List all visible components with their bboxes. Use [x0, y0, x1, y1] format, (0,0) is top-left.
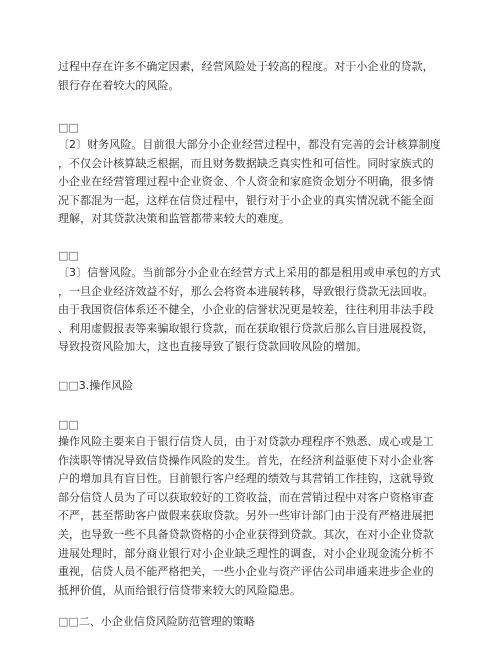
section-heading-strategy	[58, 614, 255, 630]
text-line: 小企业在经营管理过程中企业资金、个人资金和家庭资金划分不明确，很多情	[58, 175, 434, 189]
text-line: 关，也导致一些不具备贷款资格的小企业获得到贷款。其次，在对小企业贷款	[58, 527, 434, 541]
section-heading-operational-risk	[58, 378, 133, 394]
placeholder-glyphs: □□	[58, 418, 79, 431]
text-line: 、利用虚假报表等来骗取银行贷款，而在获取银行贷款后那么盲目进展投资，	[58, 321, 434, 335]
text-line: 银行存在着较大的风险。	[58, 78, 180, 92]
text-line: 重视，信贷人员不能严格把关，一些小企业与资产评估公司串通来进步企业的	[58, 565, 434, 579]
text-line: 况下都混为一起，这样在信贷过程中，银行对于小企业的真实情况就不能全面	[58, 193, 434, 207]
placeholder-glyphs: □□	[58, 249, 79, 262]
heading-text: 二、小企业信贷风险防范管理的策略	[78, 615, 255, 628]
placeholder-glyphs: □□	[58, 379, 79, 392]
heading-text: 3.操作风险	[78, 379, 134, 392]
paragraph-intro	[58, 58, 444, 95]
text-line: 不严，甚至帮助客户做假来获取贷款。另外一些审计部门由于没有严格进展把	[58, 509, 434, 523]
text-line: 部分信贷人员为了可以获取较好的工资收益，而在营销过程中对客户资格审查	[58, 490, 434, 504]
text-line: 进展处理时，部分商业银行对小企业缺乏理性的调查，对小企业现金流分析不	[58, 546, 434, 560]
text-line: ，一旦企业经济效益不好，那么会将资本进展转移，导致银行贷款无法回收。	[58, 284, 434, 298]
placeholder-glyphs: □□	[58, 615, 79, 628]
text-line: 抵押价值，从而给银行信贷带来较大的风险隐患。	[58, 583, 302, 597]
paragraph-credit-risk	[58, 264, 444, 357]
text-line: 过程中存在许多不确定因素，经营风险处于较高的程度。对于小企业的贷款，	[58, 60, 434, 73]
text-line: 作渎职等情况导致信贷操作风险的发生。首先，在经济利益驱使下对小企业客	[58, 453, 434, 467]
placeholder-glyphs: □□	[58, 121, 79, 134]
text-line: 〔3〕信誉风险。当前部分小企业在经营方式上采用的都是租用或申承包的方式	[58, 266, 441, 279]
text-line: 导致投资风险加大，这也直接导致了银行贷款回收风险的增加。	[58, 340, 368, 354]
text-line: 〔2〕财务风险。目前很大部分小企业经营过程中，都没有完善的会计核算制度	[58, 138, 441, 151]
text-line: 由于我国资信体系还不健全，小企业的信誉状况更是较差，往往利用非法手段	[58, 303, 434, 317]
text-line: 户的增加具有盲目性。目前银行客户经理的绩效与其营销工作挂钩，这就导致	[58, 472, 434, 486]
text-line: 操作风险主要来自于银行信贷人员，由于对贷款办理程序不熟悉、成心或是工	[58, 435, 434, 448]
paragraph-operational-risk	[58, 433, 444, 600]
paragraph-financial-risk	[58, 136, 444, 229]
text-line: ，不仅会计核算缺乏根据，而且财务数据缺乏真实性和可信性。同时家族式的	[58, 156, 434, 170]
text-line: 理解，对其贷款决策和监管都带来较大的难度。	[58, 212, 291, 226]
